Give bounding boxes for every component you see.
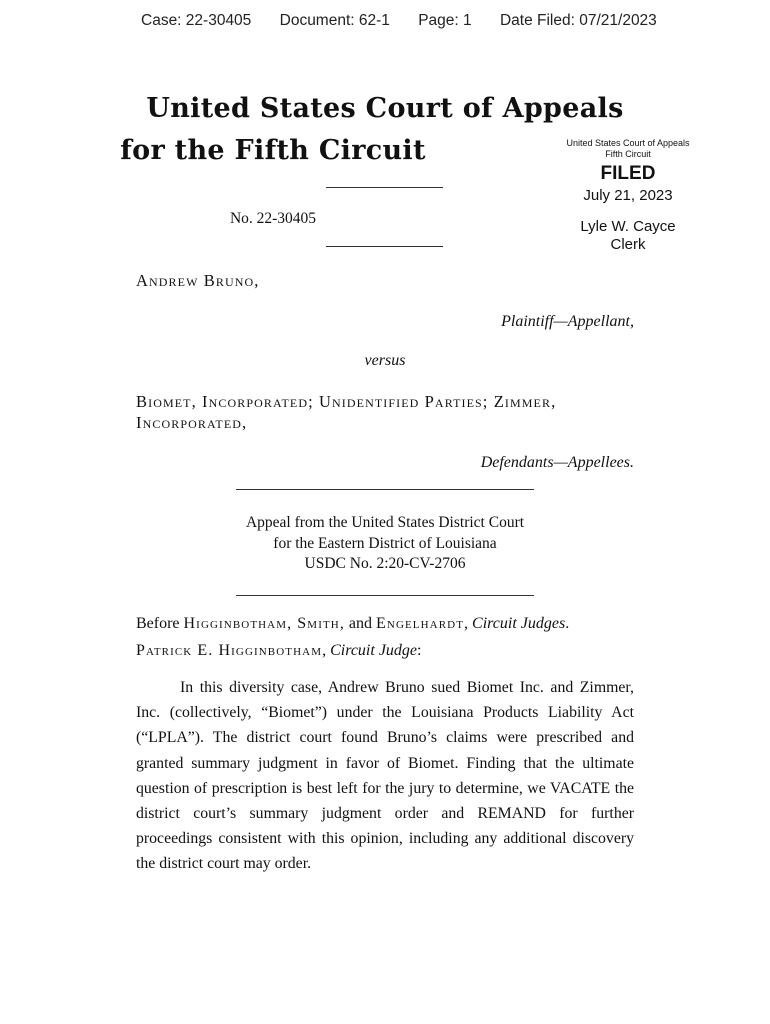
document-header [141,12,681,30]
divider [236,489,534,490]
before-and: and [344,615,377,632]
stamp-filed: FILED [600,163,656,184]
stamp-clerk-title: Clerk [610,236,646,253]
versus-label: versus [364,352,406,369]
divider [326,246,443,247]
appeal-line3: USDC No. 2:20-CV-2706 [304,555,466,572]
before-prefix: Before [136,615,184,632]
plaintiff-name: Andrew Bruno, [136,271,260,290]
author-line: Patrick E. Higginbotham, Circuit Judge: [136,642,422,659]
opinion-paragraph: In this diversity case, Andrew Bruno sued Biomet Inc. and Zimmer, Inc. (collectively, “Biomet”) under the Louisiana Products Liability Act (“LPLA”). The district court found Bruno’s claims were prescribed and granted summary judgment in favor of Biomet. Finding that the ultimate question of prescription is best left for the jury to determine, we VACATE the district court’s summary judgment order and REMAND for further proceedings consistent with this opinion, including any additional discovery the district court may order. [136,679,634,873]
appeal-line2: for the Eastern District of Louisiana [273,534,497,552]
author-title: Circuit Judge [330,642,418,659]
case-number: Case: 22-30405 [141,12,252,29]
plaintiff-role: Plaintiff—Appellant, [501,313,634,330]
stamp-clerk-name: Lyle W. Cayce [580,218,676,235]
stamp-court-line2: Fifth Circuit [605,149,651,159]
court-title-line2: for the Fifth Circuit [120,135,426,166]
opinion-body [136,675,634,877]
page-number: Page: 1 [418,12,472,29]
defendants-line2: Incorporated, [136,413,248,432]
docket-number: No. 22-30405 [229,210,317,227]
date-filed: Date Filed: 07/21/2023 [499,12,657,29]
document-number: Document: 62-1 [279,12,390,29]
appeal-line1: Appeal from the United States District Court [245,514,525,531]
filed-stamp [558,138,698,253]
divider [236,595,534,596]
divider [326,187,443,188]
defendants-role: Defendants—Appellees. [480,454,634,471]
panel-line: Before Higginbotham, Smith, and Engelhardt, Circuit Judges. [136,615,570,632]
appeal-block [0,513,770,575]
court-title-line1: United States Court of Appeals [146,93,624,124]
panel-judges: Higginbotham, Smith, [183,615,345,632]
stamp-court-line1: United States Court of Appeals [566,138,690,148]
panel-title: Circuit Judges [472,615,566,632]
panel-judge-3: Engelhardt [376,615,465,632]
stamp-date: July 21, 2023 [583,187,673,204]
defendants-line1: Biomet, Incorporated; Unidentified Parties; Zimmer, [136,392,557,411]
author-name: Patrick E. Higginbotham [136,642,323,659]
